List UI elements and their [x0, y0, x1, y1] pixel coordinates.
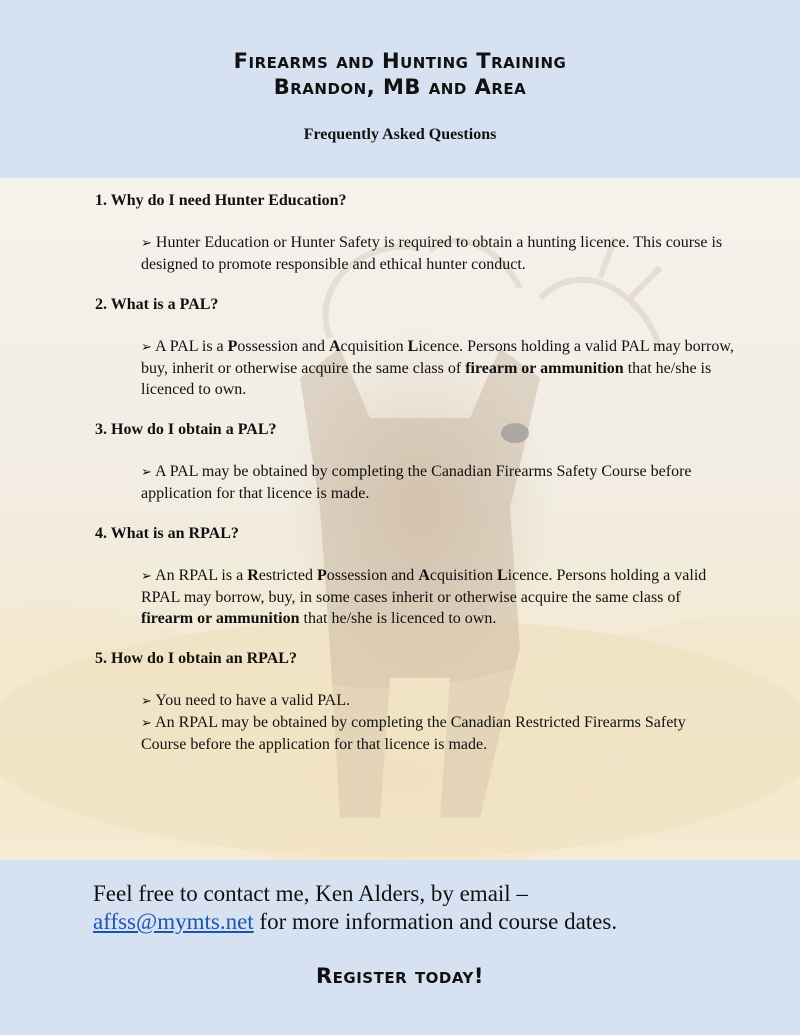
arrow-bullet-icon: ➢	[141, 236, 152, 251]
arrow-bullet-icon: ➢	[141, 465, 152, 480]
faq-answer-1: ➢ Hunter Education or Hunter Safety is required to obtain a hunting licence. This course is designed to promote responsible and ethical hunter conduct.	[141, 234, 723, 273]
email-link[interactable]: affss@mymts.net	[93, 909, 254, 934]
faq-list	[95, 190, 735, 755]
arrow-bullet-icon: ➢	[141, 694, 152, 709]
faq-answer-5a: ➢ You need to have a valid PAL.	[141, 692, 350, 709]
header	[0, 0, 800, 178]
faq-question-2: 2. What is a PAL?	[95, 296, 219, 313]
page-title	[0, 48, 800, 100]
title-line-2: Brandon, MB and Area	[273, 75, 527, 99]
faq-answer-4: ➢ An RPAL is a Restricted Possession and Acquisition Licence. Persons holding a valid RPAL may borrow, buy, in some cases inherit or otherwise acquire the same class of firearm or ammunition that he/she is licenced to own.	[141, 567, 707, 627]
faq-answer-2: ➢ A PAL is a Possession and Acquisition Licence. Persons holding a valid PAL may borrow, buy, inherit or otherwise acquire the same class of firearm or ammunition that he/she is licenced to own.	[141, 338, 734, 398]
footer	[0, 860, 800, 1035]
contact-line-2: affss@mymts.net for more information and course dates.	[93, 909, 618, 934]
contact-line-1: Feel free to contact me, Ken Alders, by email –	[93, 881, 528, 906]
faq-answer-5b: ➢ An RPAL may be obtained by completing the Canadian Restricted Firearms Safety Course before the application for that licence is made.	[141, 714, 686, 753]
contact-text	[93, 880, 733, 936]
faq-question-1: 1. Why do I need Hunter Education?	[95, 192, 347, 209]
register-call-to-action: Register today!	[316, 964, 484, 988]
title-line-1: Firearms and Hunting Training	[233, 49, 567, 73]
faq-question-5: 5. How do I obtain an RPAL?	[95, 650, 297, 667]
faq-question-4: 4. What is an RPAL?	[95, 525, 239, 542]
faq-question-3: 3. How do I obtain a PAL?	[95, 421, 277, 438]
page-subtitle: Frequently Asked Questions	[303, 126, 497, 143]
background-deer-photo	[0, 178, 800, 860]
arrow-bullet-icon: ➢	[141, 716, 152, 731]
faq-answer-3: ➢ A PAL may be obtained by completing the Canadian Firearms Safety Course before application for that licence is made.	[141, 463, 692, 502]
arrow-bullet-icon: ➢	[141, 569, 152, 584]
arrow-bullet-icon: ➢	[141, 340, 152, 355]
